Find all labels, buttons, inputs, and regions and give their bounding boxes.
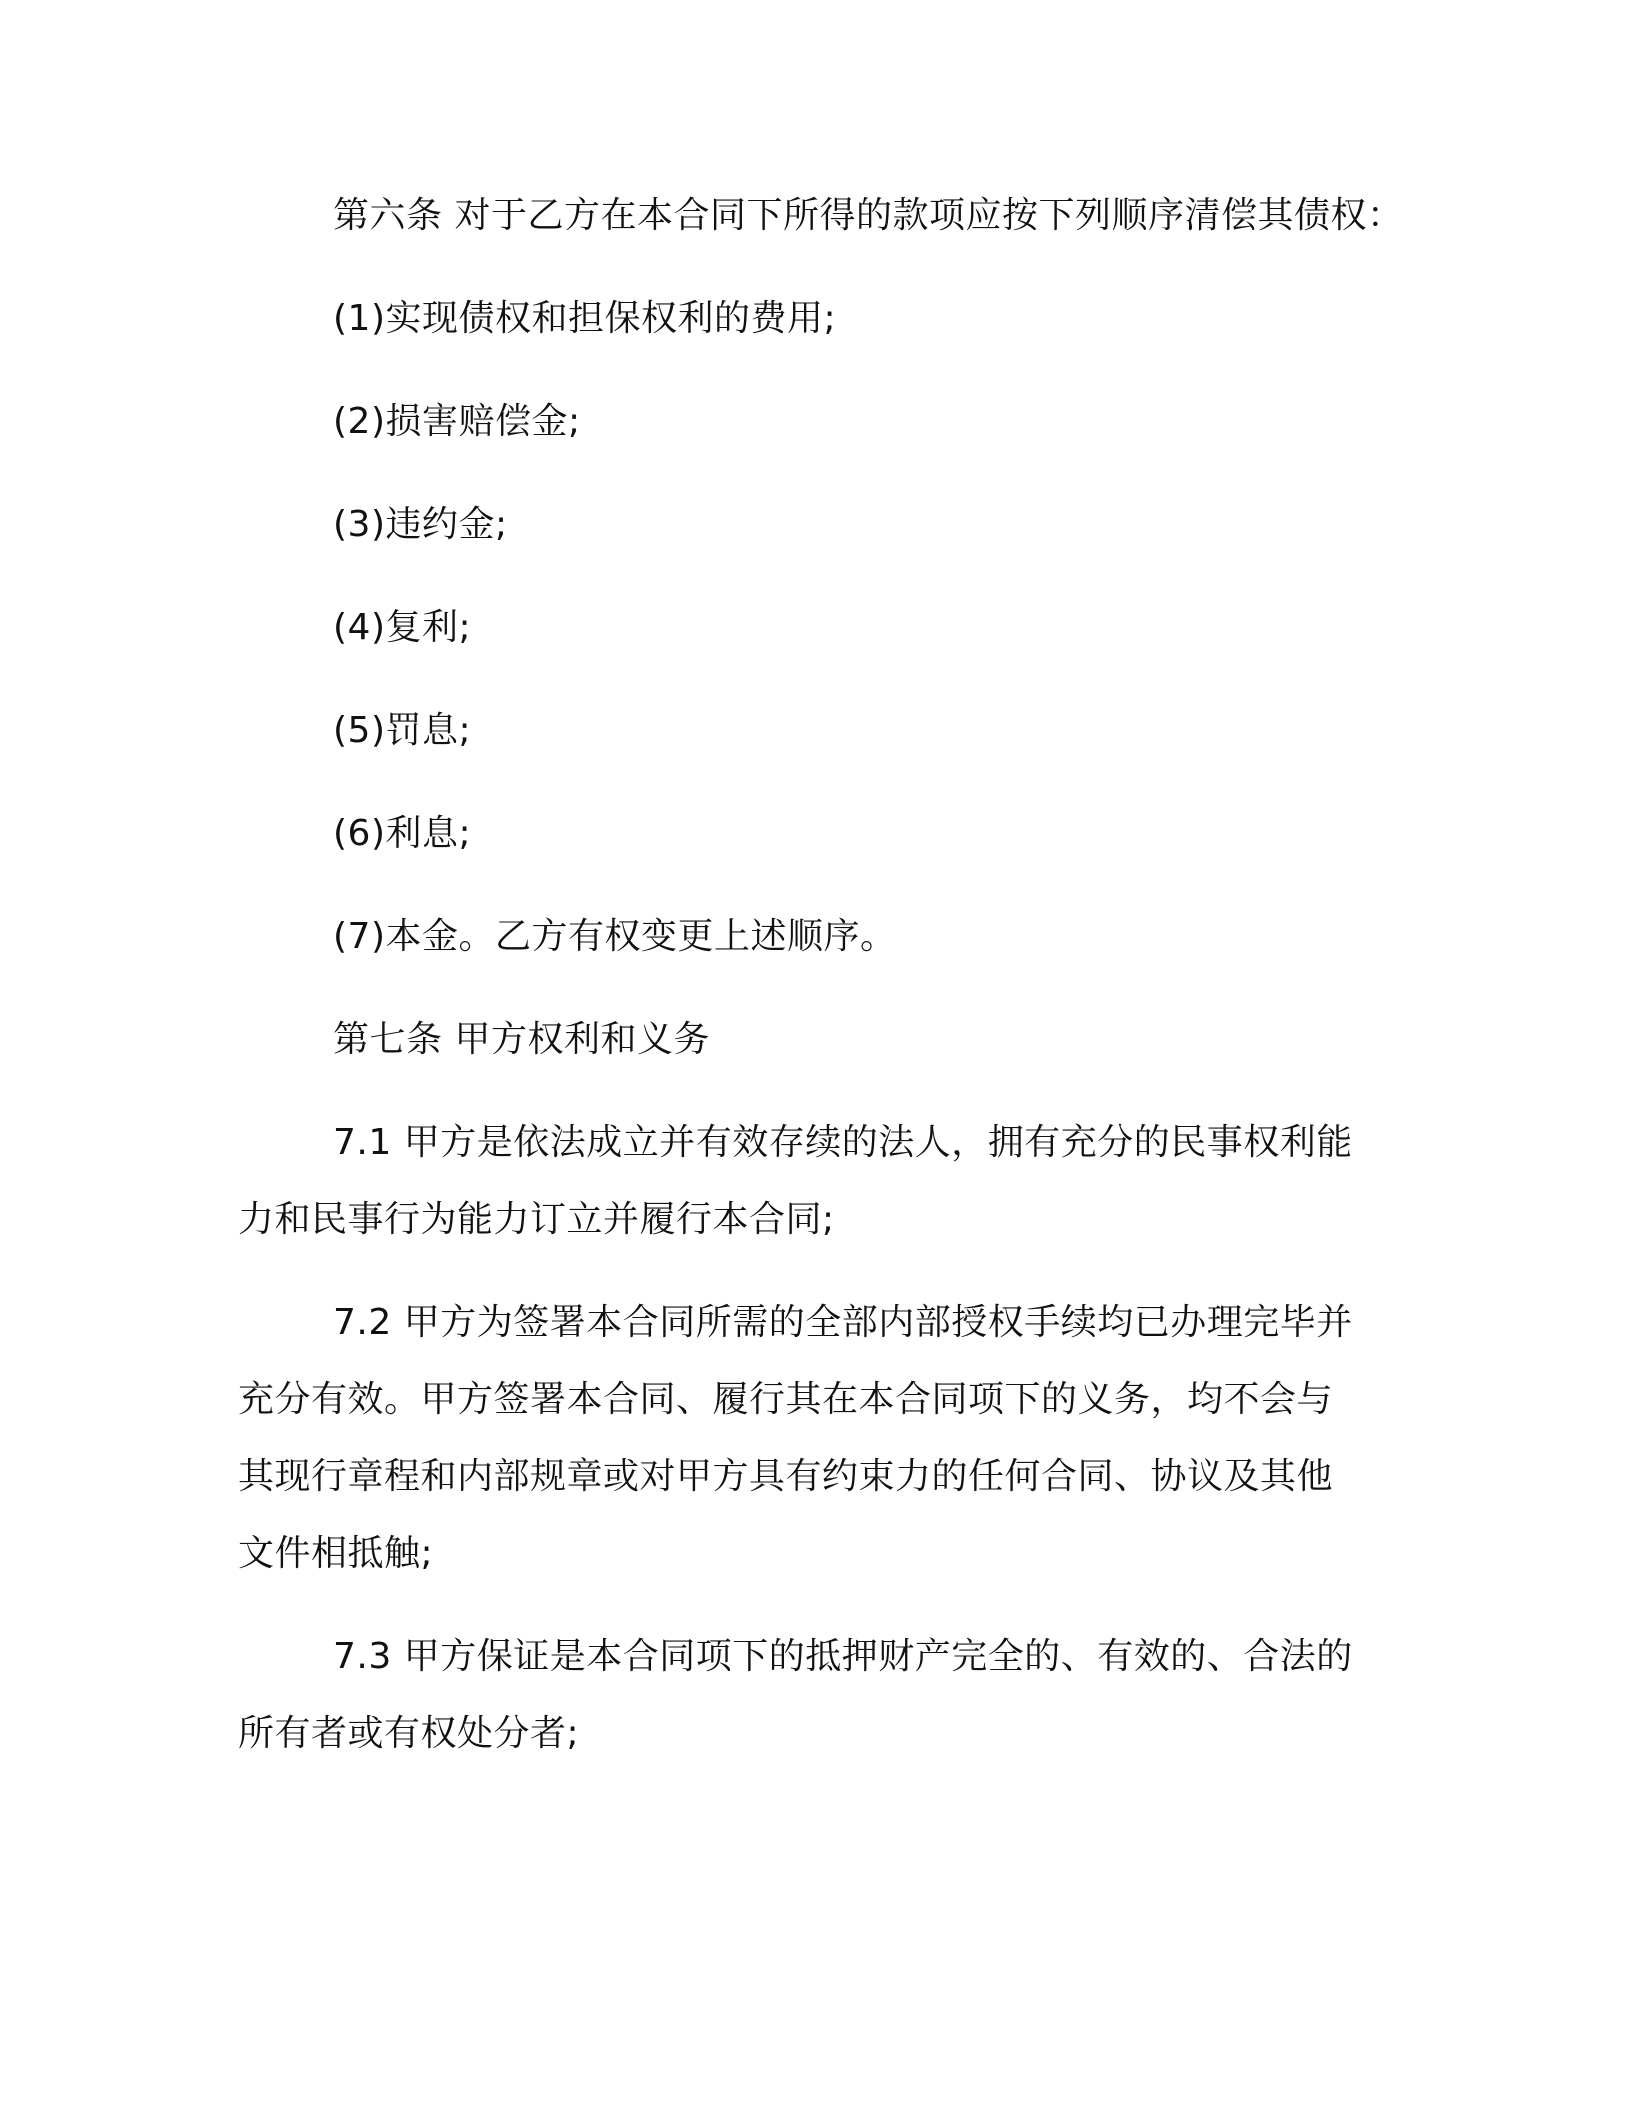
clause-7-2-line-2: 充分有效。甲方签署本合同、履行其在本合同项下的义务，均不会与	[238, 1379, 1334, 1420]
clause-7-3-line-1: 7.3 甲方保证是本合同项下的抵押财产完全的、有效的、合法的	[333, 1636, 1353, 1677]
article-6-item-1: (1)实现债权和担保权利的费用;	[333, 298, 837, 339]
article-6-item-2: (2)损害赔偿金;	[333, 401, 581, 442]
clause-7-2-line-3: 其现行章程和内部规章或对甲方具有约束力的任何合同、协议及其他	[238, 1456, 1334, 1497]
clause-7-1-line-2: 力和民事行为能力订立并履行本合同;	[238, 1199, 835, 1240]
clause-7-1-line-1: 7.1 甲方是依法成立并有效存续的法人，拥有充分的民事权利能	[333, 1122, 1353, 1163]
clause-7-3-line-2: 所有者或有权处分者;	[238, 1713, 580, 1754]
article-6-item-5: (5)罚息;	[333, 710, 472, 751]
clause-7-2-line-4: 文件相抵触;	[238, 1533, 434, 1574]
article-6-item-7: (7)本金。乙方有权变更上述顺序。	[333, 916, 897, 957]
article-6-item-3: (3)违约金;	[333, 504, 508, 545]
article-6-item-4: (4)复利;	[333, 607, 472, 648]
article-6-heading: 第六条 对于乙方在本合同下所得的款项应按下列顺序清偿其债权：	[333, 195, 1404, 236]
article-6-item-6: (6)利息;	[333, 813, 472, 854]
article-7-heading: 第七条 甲方权利和义务	[333, 1019, 710, 1060]
clause-7-2-line-1: 7.2 甲方为签署本合同所需的全部内部授权手续均已办理完毕并	[333, 1302, 1353, 1343]
